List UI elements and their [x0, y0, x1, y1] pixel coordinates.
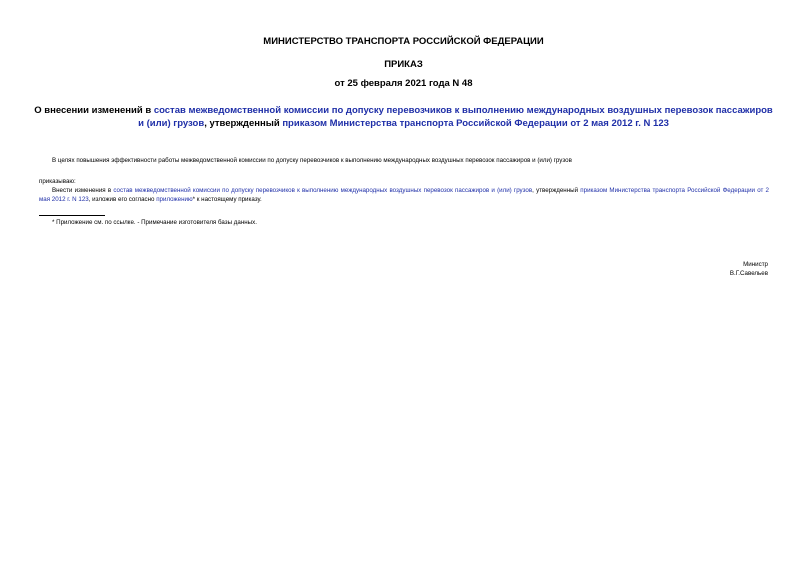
item-suffix: * к настоящему приказу. [192, 196, 262, 203]
purpose-paragraph: В целях повышения эффективности работы межведомственной комиссии по допуску перевозчиков к выполнению международных воздушных перевозок пассажиров и (или) грузов [52, 157, 572, 164]
title-middle: , утвержденный [204, 118, 283, 129]
document-title [30, 104, 777, 130]
order-item-paragraph [39, 186, 769, 204]
title-prefix: О внесении изменений в [34, 105, 154, 116]
item-link-appendix[interactable]: приложению [156, 196, 193, 203]
footnote-divider [39, 215, 105, 216]
title-link-commission[interactable]: состав межведомственной комиссии по допуску перевозчиков к выполнению международных воздушных перевозок пассажиров и (или) грузов [138, 105, 773, 129]
item-link-commission[interactable]: состав межведомственной комиссии по допуску перевозчиков к выполнению международных воздушных перевозок пассажиров и (или) грузов [113, 187, 533, 194]
item-link-order[interactable]: приказом Министерства транспорта Российской Федерации от 2 мая 2012 г. N 123 [39, 187, 769, 203]
ministry-heading: МИНИСТЕРСТВО ТРАНСПОРТА РОССИЙСКОЙ ФЕДЕРАЦИИ [263, 36, 544, 47]
orders-word: приказываю: [39, 178, 76, 185]
document-date-number: от 25 февраля 2021 года N 48 [334, 78, 473, 89]
signatory-title: Министр [743, 261, 768, 268]
title-link-order[interactable]: приказом Министерства транспорта Российской Федерации от 2 мая 2012 г. N 123 [282, 118, 669, 129]
item-prefix: Внести изменения в [52, 187, 114, 194]
item-middle: , утвержденный [532, 187, 581, 194]
document-type: ПРИКАЗ [384, 59, 423, 70]
signatory-name: В.Г.Савельев [729, 270, 768, 277]
item-middle-2: , изложив его согласно [88, 196, 157, 203]
footnote-text: * Приложение см. по ссылке. - Примечание изготовителя базы данных. [52, 219, 257, 226]
